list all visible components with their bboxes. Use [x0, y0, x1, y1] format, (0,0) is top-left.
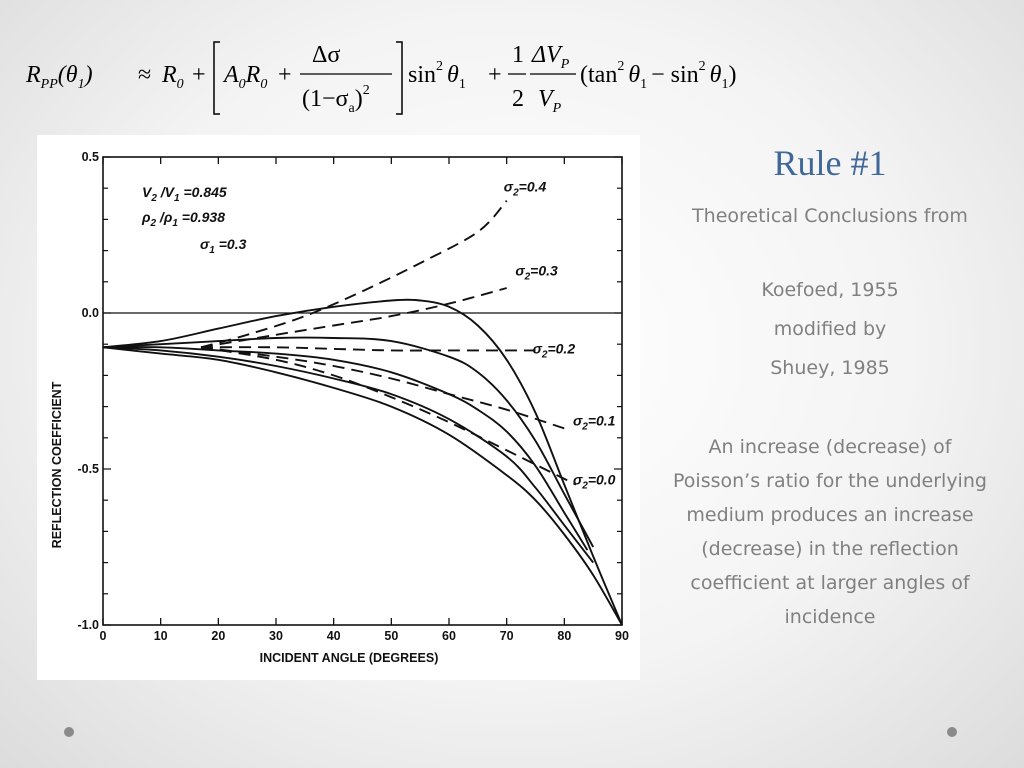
chart-panel — [37, 135, 640, 680]
x-tick-label: 80 — [557, 629, 572, 643]
curve-solid-2 — [103, 347, 587, 550]
eq-plus-3: + — [488, 62, 502, 88]
eq-approx: ≈ — [138, 62, 152, 88]
x-tick-label: 10 — [153, 629, 168, 643]
subtitle-line-3: modified by — [773, 318, 887, 340]
x-tick-label: 40 — [326, 629, 341, 643]
curve-solid-1 — [103, 338, 593, 547]
curve-dashed-5 — [201, 201, 507, 348]
y-tick-label: 0.0 — [81, 306, 99, 320]
curve-label-4: $\sigma_2=0.0$ — [572, 471, 616, 492]
x-tick-label: 70 — [499, 629, 514, 643]
eq-denominator: $(1-\sigma_a)^2$ — [302, 83, 370, 116]
curve-dashed-8 — [201, 347, 564, 428]
reflection-coefficient-chart — [37, 135, 640, 680]
x-tick-label: 30 — [269, 629, 283, 643]
x-tick-label: 0 — [99, 629, 107, 643]
eq-bracket-left — [214, 42, 220, 114]
eq-bracket-right — [396, 42, 402, 114]
eq-delta-vp: $\Delta V_P$ — [532, 42, 570, 72]
plot-frame — [103, 157, 622, 625]
y-tick-label: -0.5 — [77, 462, 99, 476]
curve-solid-4 — [103, 347, 622, 625]
x-tick-label: 60 — [442, 629, 456, 643]
curves — [103, 178, 622, 625]
x-tick-label: 90 — [615, 629, 629, 643]
shuey-equation — [20, 30, 780, 120]
y-axis-label: REFLECTION COEFFICIENT — [50, 381, 64, 549]
eq-half-den: 2 — [512, 86, 524, 112]
eq-half-num: 1 — [512, 42, 524, 68]
x-axis-label: INCIDENT ANGLE (DEGREES) — [259, 651, 439, 665]
x-tick-label: 20 — [211, 629, 226, 643]
subtitle-line-1: Theoretical Conclusions from — [692, 205, 968, 227]
y-tick-label: 0.5 — [81, 150, 99, 164]
param-rho-ratio: $\rho_2$ $/\rho_1 =0.938$ — [142, 209, 225, 229]
y-tick-label: -1.0 — [77, 618, 99, 632]
subtitle-line-4: Shuey, 1985 — [770, 357, 890, 379]
eq-plus-1: + — [192, 62, 206, 88]
eq-r-pp: $R_{PP}(\theta_1)$ — [26, 62, 93, 92]
eq-a0r0: $A_0R_0$ — [224, 62, 268, 92]
curve-label-2: $\sigma_2=0.2$ — [532, 340, 576, 361]
eq-tan-term: ($\tan^2$ $\theta_1 - \sin^2 \theta_1$) — [580, 59, 737, 92]
eq-delta-sigma: Δσ — [312, 42, 341, 68]
x-tick-label: 50 — [384, 629, 399, 643]
subtitle-line-2: Koefoed, 1955 — [761, 279, 899, 301]
param-v-ratio: $V_2$ $/V_1 =0.845$ — [142, 184, 227, 204]
curve-label-3: $\sigma_2=0.1$ — [572, 412, 616, 433]
curve-label-0: $\sigma_2=0.4$ — [503, 178, 547, 199]
param-sigma1: $\sigma_1 =0.3$ — [200, 236, 247, 256]
eq-r0: $R_0$ — [162, 62, 184, 92]
rule-title: Rule #1 — [773, 143, 887, 183]
axes-frame — [103, 157, 622, 625]
eq-sin2-theta: $\sin^2 \theta_1$ — [408, 59, 466, 92]
curve-label-1: $\sigma_2=0.3$ — [515, 262, 558, 283]
slide-dot-right — [947, 727, 957, 737]
curve-dashed-7 — [201, 347, 536, 350]
conclusion-text: An increase (decrease) of Poisson’s ratio for the underlying medium produces an increase (decrease) in the reflection coefficient at larger angles of incidence — [673, 436, 987, 628]
slide-dot-left — [64, 727, 74, 737]
eq-vp: $V_P$ — [538, 86, 562, 116]
eq-plus-2: + — [278, 62, 292, 88]
